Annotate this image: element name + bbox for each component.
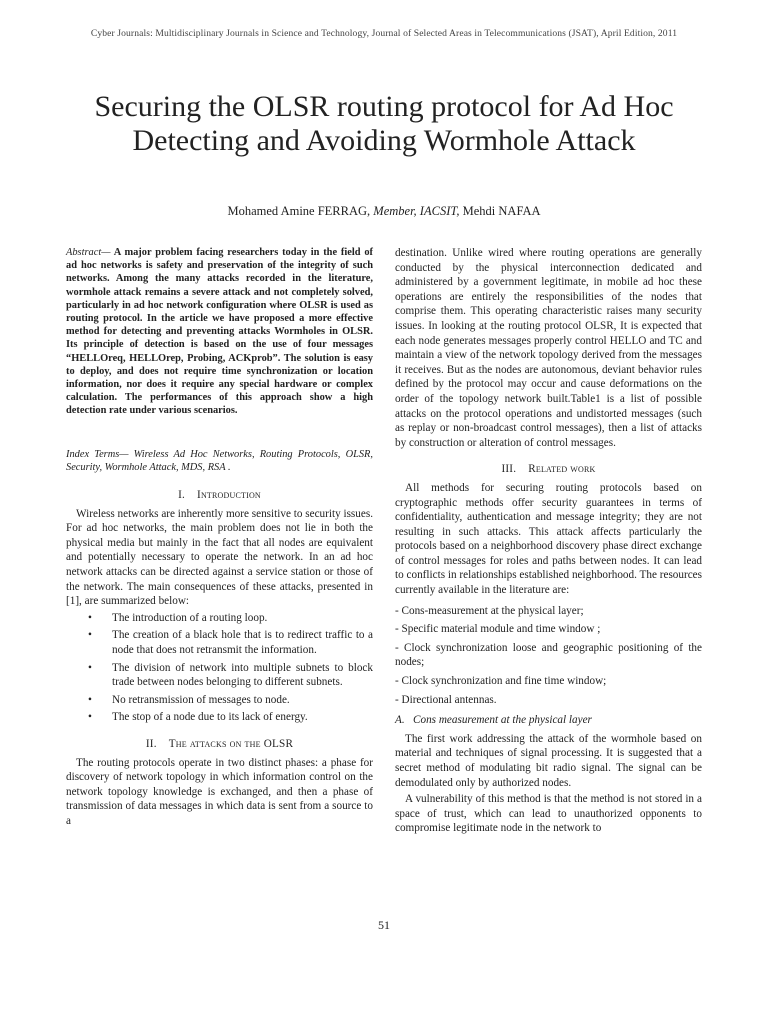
author-affiliation: Member, IACSIT, <box>373 204 460 218</box>
author-1: Mohamed Amine FERRAG, <box>227 204 371 218</box>
bullet-icon: • <box>88 661 92 674</box>
list-item: - Clock synchronization loose and geographic positioning of the nodes; <box>395 641 702 669</box>
paper-title: Securing the OLSR routing protocol for Ad Hoc Detecting and Avoiding Wormhole Attack <box>94 90 674 157</box>
abstract-lead: Abstract— <box>66 247 111 258</box>
bullet-icon: • <box>88 711 92 724</box>
author-line <box>0 204 768 219</box>
section-1-paragraph: Wireless networks are inherently more sensitive to security issues. For ad hoc networks, the main problem does not lie in both the physical media but mainly in the fact that all nodes are equivalent and potentially necessary to operate the network. In an ad hoc network attacks can be directed against a service station or those of the network. The main consequences of these attacks, presented in [1], are summarized below: <box>66 507 373 608</box>
list-item: • The division of network into multiple subnets to block trade between nodes belonging to different subnets. <box>88 661 373 689</box>
bullet-icon: • <box>88 629 92 642</box>
section-3-heading <box>395 462 702 477</box>
page-number: 51 <box>378 918 390 932</box>
list-item: - Clock synchronization and fine time window; <box>395 675 607 688</box>
section-1-heading <box>66 488 373 503</box>
left-column <box>66 244 373 829</box>
subsection-a-title: Cons measurement at the physical layer <box>413 714 592 727</box>
section-2-paragraph: The routing protocols operate in two distinct phases: a phase for discovery of network topology in which information control on the network topology knowledge is exchanged, and then a phase of transmission of data messages in which data is sent from a source to a <box>66 756 373 827</box>
bullet-icon: • <box>88 693 92 706</box>
consequences-list <box>66 611 373 725</box>
subsection-a-label: A. <box>395 714 405 727</box>
section-1-number: I. <box>178 489 186 502</box>
index-terms: Index Terms— Wireless Ad Hoc Networks, Routing Protocols, OLSR, Security, Wormhole Attack, MDS, RSA . <box>66 448 373 473</box>
section-3-number: III. <box>501 463 517 476</box>
journal-header: Cyber Journals: Multidisciplinary Journals in Science and Technology, Journal of Selected Areas in Telecommunications (JSAT), April Edition, 2011 <box>90 28 678 39</box>
subsection-a-paragraph-2: A vulnerability of this method is that the method is not stored in a space of trust, which can lead to unauthorized opponents to compromise legitimate node in the network to <box>395 793 702 835</box>
list-item: • The stop of a node due to its lack of energy. <box>88 711 308 724</box>
section-1-title: Introduction <box>197 489 261 502</box>
abstract <box>66 246 373 418</box>
author-2: Mehdi NAFAA <box>462 204 541 218</box>
continued-paragraph: destination. Unlike wired where routing operations are generally conducted by the physical interconnection dedicated and administered by a government legitimate, in mobile ad hoc these operations are entirely the responsibilities of the nodes that comprise them. This operating characteristic raises many security issues. In looking at the routing protocol OLSR, It is expected that each node generates messages properly control HELLO and TC and maintain a view of the network topology derived from the messages it receives. But as the nodes are autonomous, deviant behavior rules defined by the protocol may occur and cause deformations on the order of the topology network built.Table1 is a list of possible attacks on the protocol operations and undistorted messages (such as replay or non-broadcast control messages), then a list of attacks by construction or alteration of control messages. <box>395 247 702 449</box>
section-3-paragraph: All methods for securing routing protocols based on cryptographic methods offer security guarantees in terms of confidentiality, authentication and message integrity; they are not resulting in such attacks. This attack affects particularly the protocols based on a neighborhood discovery phase direct exchange of control messages for roles and paths between nodes. It can lead to conflicts in relationships established neighborhood. The resources currently available in the literature are: <box>395 481 702 597</box>
section-3-title: Related work <box>528 463 596 476</box>
subsection-a-paragraph-1: The first work addressing the attack of the wormhole based on material and techniques of signal processing. It is suggested that a secret method of modulating bit radio signal. The signal can be demodulated only by authorized nodes. <box>395 732 702 789</box>
list-item: • The introduction of a routing loop. <box>88 611 268 624</box>
section-2-number: II. <box>145 737 157 750</box>
resources-list <box>395 604 702 708</box>
section-2-heading <box>66 737 373 752</box>
list-item: - Directional antennas. <box>395 693 497 706</box>
right-column <box>395 244 702 836</box>
list-item: - Specific material module and time window ; <box>395 623 601 636</box>
list-item: - Cons-measurement at the physical layer; <box>395 604 584 617</box>
abstract-body: A major problem facing researchers today in the field of ad hoc networks is safety and preservation of the integrity of such networks. Among the many attacks recorded in the literature, wormhole attack remains a severe attack and not completely solved, particularly in ad hoc network configuration where OLSR is used as routing protocol. In the article we have proposed a more effective method for detecting and preventing attacks Wormholes in OLSR. Its principle of detection is based on the use of four messages “HELLOreq, HELLOrep, Probing, ACKprob”. The solution is easy to deploy, and does not require time synchronization or location information, nor does it require any special hardware or complex calculation. The performances of this approach show a high detection rate under various scenarios. <box>66 247 373 417</box>
bullet-icon: • <box>88 611 92 624</box>
list-item: • The creation of a black hole that is to redirect traffic to a node that does not retransmit the information. <box>88 629 373 656</box>
section-2-title-tail: OLSR <box>263 737 294 750</box>
subsection-a-heading <box>395 713 702 728</box>
section-2-title: The attacks on the <box>168 737 261 750</box>
list-item: • No retransmission of messages to node. <box>88 693 290 706</box>
